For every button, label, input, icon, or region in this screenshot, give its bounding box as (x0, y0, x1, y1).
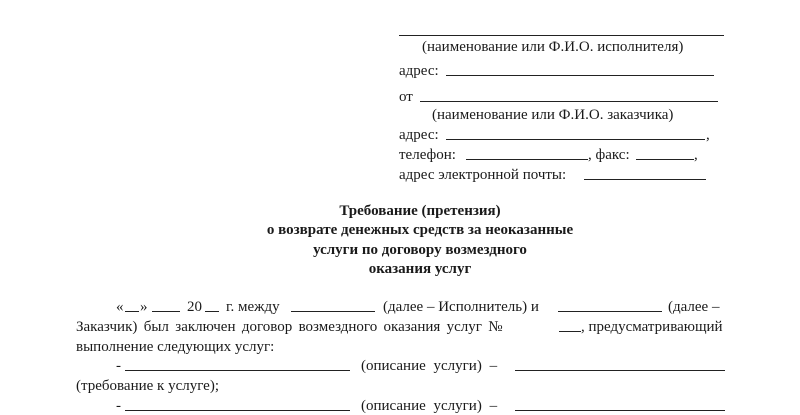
item-1-requirement-field[interactable] (515, 370, 725, 371)
email-label: адрес электронной почты: (399, 167, 567, 183)
item-1-requirement-label: (требование к услуге); (76, 378, 219, 394)
title-line-1: Требование (претензия) (339, 203, 501, 219)
phone-label: телефон: (399, 147, 456, 163)
fax-field[interactable] (636, 159, 694, 160)
customer-name-field[interactable] (420, 101, 718, 102)
executor-address-field[interactable] (446, 75, 714, 76)
executor-address-label: адрес: (399, 63, 439, 79)
from-label: от (399, 89, 413, 105)
contract-text: Заказчик) был заключен договор возмездного оказания услуг № (76, 319, 503, 335)
date-close-quote: » (140, 299, 148, 315)
fax-label: , факс: (588, 147, 630, 163)
executor-party-field[interactable] (291, 311, 375, 312)
item-2-description-label: (описание услуги) – (361, 398, 498, 414)
customer-address-comma: , (706, 127, 710, 143)
item-1-service-field[interactable] (125, 370, 350, 371)
item-2-requirement-field[interactable] (515, 410, 725, 411)
date-open-quote: « (116, 299, 124, 315)
item-1-dash: - (116, 358, 121, 374)
day-field[interactable] (125, 311, 139, 312)
item-2-dash: - (116, 398, 121, 414)
services-intro: выполнение следующих услуг: (76, 339, 275, 355)
month-field[interactable] (152, 311, 180, 312)
executor-party-label: (далее – Исполнитель) и (383, 299, 539, 315)
email-field[interactable] (584, 179, 706, 180)
title-line-2: о возврате денежных средств за неоказанные (266, 222, 574, 238)
title-line-3: услуги по договору возмездного (313, 242, 527, 258)
item-1-description-label: (описание услуги) – (361, 358, 498, 374)
customer-address-field[interactable] (446, 139, 705, 140)
customer-address-label: адрес: (399, 127, 439, 143)
year-suffix: г. между (226, 299, 280, 315)
executor-caption: (наименование или Ф.И.О. исполнителя) (422, 39, 684, 55)
item-2-service-field[interactable] (125, 410, 350, 411)
customer-party-label: (далее – (668, 299, 720, 315)
phone-field[interactable] (466, 159, 588, 160)
contract-text-suffix: , предусматривающий (581, 319, 723, 335)
title-line-4: оказания услуг (368, 261, 472, 277)
fax-comma: , (694, 147, 698, 163)
contract-number-field[interactable] (559, 331, 581, 332)
customer-party-field[interactable] (558, 311, 662, 312)
executor-name-field[interactable] (399, 35, 724, 36)
year-field[interactable] (205, 311, 219, 312)
year-prefix: 20 (187, 299, 202, 315)
customer-caption: (наименование или Ф.И.О. заказчика) (432, 107, 674, 123)
